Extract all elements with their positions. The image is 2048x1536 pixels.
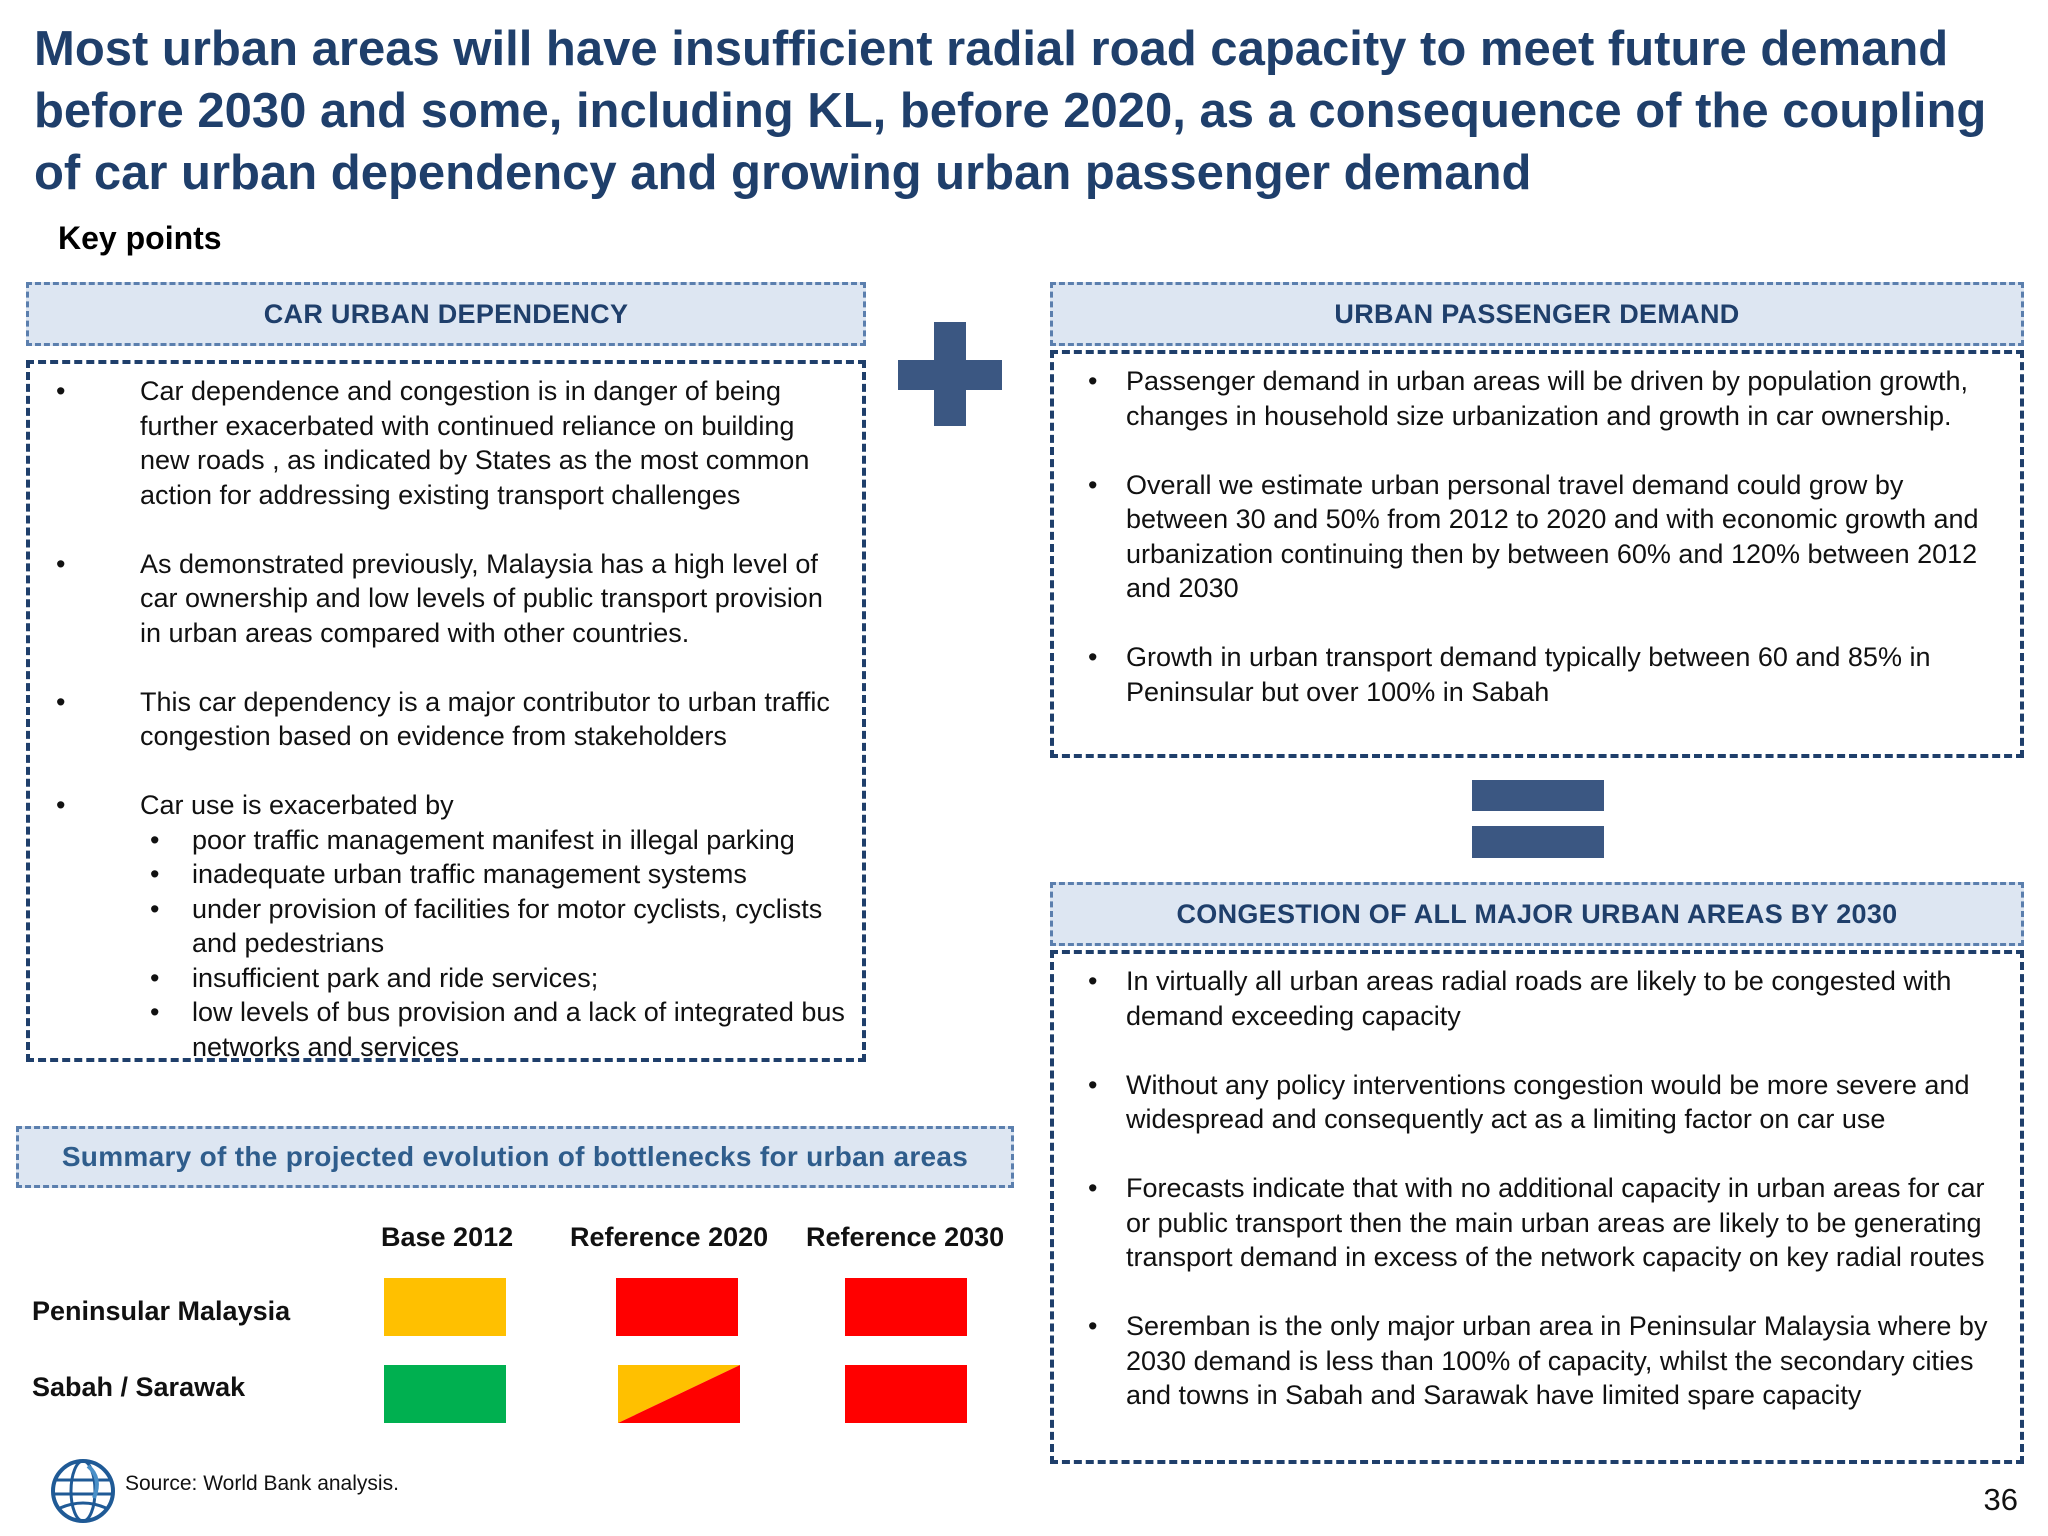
- car-dependency-header: CAR URBAN DEPENDENCY: [26, 282, 866, 346]
- status-cell-peninsular-2012: [384, 1278, 506, 1336]
- status-cell-sabah-2020: [618, 1365, 740, 1423]
- row-label-sabah-sarawak: Sabah / Sarawak: [32, 1372, 246, 1402]
- status-cell-peninsular-2030: [845, 1278, 967, 1336]
- congestion-panel: [1050, 950, 2024, 1464]
- passenger-demand-point: • Overall we estimate urban personal travel demand could grow by between 30 and 50% from 2012 to 2020 and with economic growth and urbanization continuing then by between 60% and 120% between 2012 and 2030: [1068, 468, 1996, 606]
- passenger-demand-point: • Passenger demand in urban areas will be driven by population growth, changes in household size urbanization and growth in car ownership.: [1068, 364, 1996, 433]
- congestion-point: • Forecasts indicate that with no additional capacity in urban areas for car or public transport then the main urban areas are likely to be generating transport demand in excess of the network capacity on key radial routes: [1068, 1171, 1996, 1275]
- summary-header: Summary of the projected evolution of bottlenecks for urban areas: [16, 1126, 1014, 1188]
- car-dependency-point: • Car dependence and congestion is in danger of being further exacerbated with continued reliance on building new roads , as indicated by States as the most common action for addressing existing transport challenges: [62, 374, 848, 512]
- plus-icon: [898, 322, 1002, 426]
- congestion-point: • Seremban is the only major urban area in Peninsular Malaysia where by 2030 demand is less than 100% of capacity, whilst the secondary cities and towns in Sabah and Sarawak have limited spare capacity: [1068, 1309, 1996, 1413]
- congestion-point: • In virtually all urban areas radial roads are likely to be congested with demand exceeding capacity: [1068, 964, 1996, 1033]
- passenger-demand-points: [1068, 364, 1996, 709]
- car-use-sub-point: • under provision of facilities for motor cyclists, cyclists and pedestrians: [140, 892, 848, 961]
- column-header-reference-2030: Reference 2030: [806, 1222, 1005, 1252]
- car-use-sub-point: • poor traffic management manifest in illegal parking: [140, 823, 848, 858]
- passenger-demand-point: • Growth in urban transport demand typically between 60 and 85% in Peninsular but over 100% in Sabah: [1068, 640, 1996, 709]
- row-label-peninsular-malaysia: Peninsular Malaysia: [32, 1296, 291, 1326]
- page-number: 36: [1983, 1482, 2018, 1517]
- column-header-base-2012: Base 2012: [381, 1222, 514, 1252]
- car-dependency-point: • This car dependency is a major contributor to urban traffic congestion based on evidence from stakeholders: [62, 685, 848, 754]
- car-dependency-points: [62, 374, 848, 1064]
- congestion-points: [1068, 964, 1996, 1413]
- source-note: Source: World Bank analysis.: [125, 1472, 399, 1495]
- congestion-header: CONGESTION OF ALL MAJOR URBAN AREAS BY 2030: [1050, 882, 2024, 946]
- status-cell-peninsular-2020: [616, 1278, 738, 1336]
- passenger-demand-header: URBAN PASSENGER DEMAND: [1050, 282, 2024, 346]
- congestion-point: • Without any policy interventions congestion would be more severe and widespread and consequently act as a limiting factor on car use: [1068, 1068, 1996, 1137]
- car-use-sub-point: • inadequate urban traffic management systems: [140, 857, 848, 892]
- status-cell-sabah-2030: [845, 1365, 967, 1423]
- car-dependency-point-text: Car use is exacerbated by: [140, 790, 454, 820]
- car-dependency-panel: [26, 360, 866, 1062]
- world-bank-logo-icon: [50, 1458, 116, 1524]
- equals-icon: [1472, 780, 1604, 858]
- passenger-demand-panel: [1050, 350, 2024, 758]
- car-dependency-point: [62, 788, 848, 1064]
- car-use-sub-point: • low levels of bus provision and a lack of integrated bus networks and services: [140, 995, 848, 1064]
- status-cell-sabah-2012: [384, 1365, 506, 1423]
- key-points-label: Key points: [58, 220, 222, 256]
- car-use-sub-point: • insufficient park and ride services;: [140, 961, 848, 996]
- page-title: Most urban areas will have insufficient radial road capacity to meet future demand before 2030 and some, including KL, before 2020, as a consequence of the coupling of car urban dependency and growing urban passenger demand: [34, 22, 1987, 200]
- column-header-reference-2020: Reference 2020: [570, 1222, 769, 1252]
- car-use-sub-points: [140, 823, 848, 1065]
- car-dependency-point: • As demonstrated previously, Malaysia has a high level of car ownership and low levels of public transport provision in urban areas compared with other countries.: [62, 547, 848, 651]
